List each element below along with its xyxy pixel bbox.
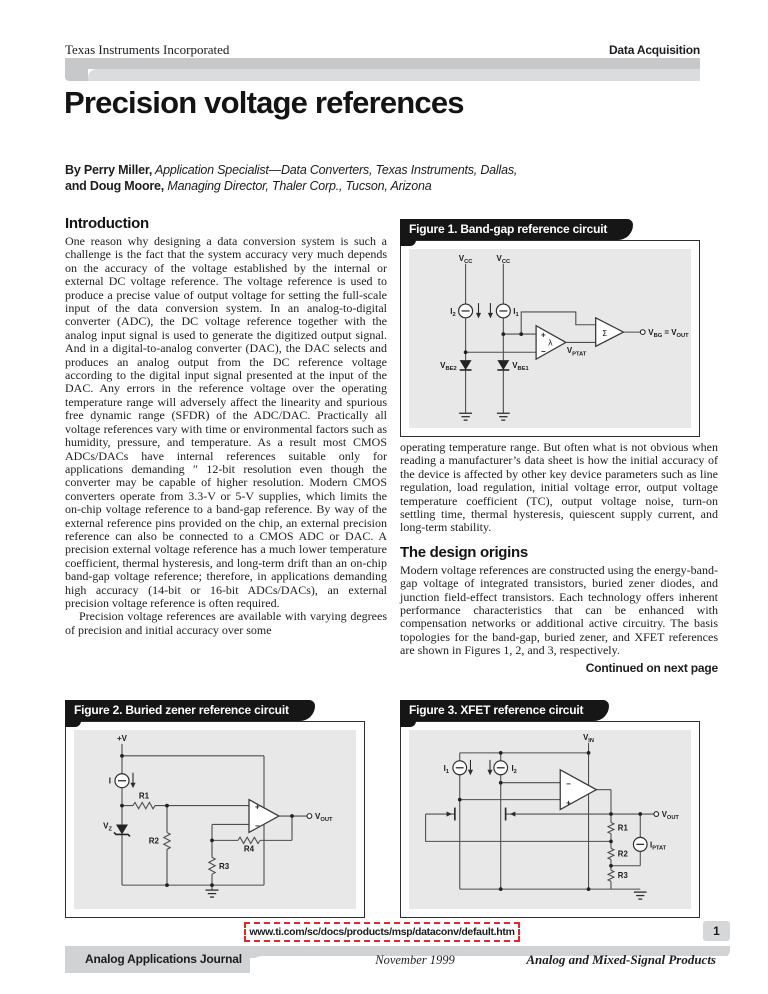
- header-rule-bar: [65, 58, 700, 69]
- output-terminal: [307, 814, 312, 819]
- intro-heading: Introduction: [65, 215, 149, 232]
- label-amp-plus: +: [541, 330, 546, 340]
- label-r3: R3: [617, 871, 628, 881]
- label-vbe1: $V_{BE1}$: [512, 361, 529, 373]
- fig2-wires: [122, 744, 307, 890]
- right-paragraph-1: operating temperature range. But often what is not obvious when reading a manufacturer’s data sheet is how the initial accuracy of the device is affected by other key device parameters such as line regulation, load regulation, initial voltage error, output voltage temperature coefficient (TC), output voltage noise, turn-on settling time, thermal hysteresis, quiescent supply current, and long-term stability.: [400, 440, 718, 535]
- ground-symbol: [206, 890, 219, 897]
- intro-paragraph-2: Precision voltage references are available with varying degrees of precision and initial accuracy over some: [65, 609, 387, 637]
- label-vout: $V_{OUT}$: [315, 812, 333, 824]
- figure-1-caption: Figure 1. Band-gap reference circuit: [400, 219, 633, 240]
- figure-3-panel: [409, 730, 691, 909]
- footer: [65, 946, 730, 973]
- author1-role: Application Specialist—Data Converters, Texas Instruments, Dallas,: [152, 163, 518, 177]
- output-terminal: [640, 330, 645, 335]
- label-vplus: +V: [117, 733, 127, 743]
- author1-name: By Perry Miller,: [65, 163, 153, 177]
- figure-1-panel: [409, 249, 691, 428]
- page-number: 1: [703, 921, 730, 941]
- current-source-i1-symbol: [453, 761, 467, 775]
- current-source-i2-symbol: [459, 304, 473, 318]
- current-arrow: [130, 773, 135, 788]
- label-vout: $V_{OUT}$: [661, 809, 679, 822]
- left-column: [65, 215, 387, 637]
- label-opamp-minus: −: [255, 821, 260, 831]
- label-vz: $V_Z$: [103, 821, 112, 833]
- label-i2: $I_2$: [450, 306, 456, 319]
- label-vin: $V_{IN}$: [583, 732, 594, 745]
- design-origins-heading: The design origins: [400, 543, 528, 561]
- label-lambda: λ: [548, 338, 553, 348]
- label-vbg-vout: $V_{BG} = V_{OUT}$: [648, 328, 689, 340]
- label-vbe2: $V_{BE2}$: [440, 361, 457, 373]
- article-title: Precision voltage references: [64, 85, 464, 120]
- label-r1: R1: [617, 823, 628, 833]
- diode-vbe1-symbol: [497, 360, 509, 370]
- label-r3: R3: [219, 862, 230, 872]
- figure-2: [65, 700, 365, 918]
- byline-line2: [65, 179, 665, 195]
- current-source-i-symbol: [115, 774, 129, 788]
- label-vptat: $V_{PTAT}$: [566, 346, 587, 358]
- current-source-iptat-symbol: [633, 837, 647, 851]
- label-r2: R2: [148, 836, 159, 846]
- xfet-circuit-diagram: [409, 730, 691, 909]
- label-r1: R1: [138, 791, 150, 801]
- label-i2: $I_2$: [511, 763, 517, 775]
- figure-2-panel: [74, 730, 356, 909]
- ground-symbols: [459, 413, 510, 420]
- label-opamp-plus: +: [566, 798, 571, 808]
- label-vcc-right: $V_{CC}$: [496, 253, 511, 265]
- figure-3: [400, 700, 700, 918]
- buried-zener-circuit-diagram: [74, 730, 356, 909]
- figure-1-frame: [400, 240, 700, 437]
- right-paragraph-2: Modern voltage references are constructed using the energy-band-gap voltage of integrated transistors, buried zener diodes, and junction field-effect transistors. Each technology offers inherent performance characteristics that can be enhanced with compensation networks or additional active circuitry. The basis topologies for the band-gap, buried zener, and XFET references are shown in Figures 1, 2, and 3, respectively.: [400, 562, 718, 658]
- label-i1: $I_1$: [443, 763, 450, 775]
- byline: [65, 163, 665, 194]
- diode-vbe2-symbol: [460, 360, 472, 370]
- section-label: Data Acquisition: [608, 43, 700, 57]
- current-arrows: [468, 760, 493, 775]
- label-r2: R2: [617, 849, 628, 859]
- current-arrows: [476, 303, 493, 318]
- publisher-name: Texas Instruments Incorporated: [65, 42, 230, 57]
- label-opamp-plus: +: [255, 802, 260, 812]
- header-rule-bar-light: [88, 69, 700, 81]
- label-amp-minus: −: [541, 347, 546, 357]
- label-i: I: [108, 776, 111, 786]
- author2-name: and Doug Moore,: [65, 178, 165, 193]
- label-vcc-left: $V_{CC}$: [458, 253, 473, 265]
- figure-3-frame: [400, 721, 700, 918]
- node-dots: [458, 751, 642, 891]
- document-url-link[interactable]: www.ti.com/sc/docs/products/msp/dataconv/default.htm: [244, 922, 520, 942]
- ground-symbol: [634, 892, 647, 899]
- journal-name: Analog Applications Journal: [85, 952, 242, 966]
- figure-1: [400, 219, 700, 437]
- issue-date: November 1999: [375, 953, 455, 967]
- label-sigma: Σ: [602, 329, 608, 339]
- intro-paragraph-1: One reason why designing a data conversion system is such a challenge is the fact that the system accuracy very much depends on the accuracy of the voltage established by the internal or external DC voltage reference. The voltage reference is used to produce a precise value of output voltage for setting the full-scale input of the data conversion system. In an analog-to-digital converter (ADC), the DC voltage reference together with the analog input signal is used to generate the digitized output signal. And in a digital-to-analog converter (DAC), the DAC selects and produces an analog output from the DC reference voltage according to the digital input signal presented at the input of the DAC. Any errors in the reference voltage over the operating temperature range will adversely affect the linearity and spurious free dynamic range (SFDR) of the ADC/DAC. Practically all voltage references vary with time or environmental factors such as humidity, pressure, and temperature. As a result most CMOS ADCs/DACs have internal references suitable only for applications demanding ″ 12-bit resolution even though the converter may be capable of higher resolution. Modern CMOS converters operate from 3.3-V or 5-V supplies, which limits the on-chip voltage reference to a band-gap reference. By way of the external reference pins provided on the chip, an external precision reference can also be connected to a CMOS ADC or DAC. A precision external voltage reference has a much lower temperature coefficient, thermal hysteresis, and long-term drift than an on-chip band-gap voltage reference; therefore, in applications demanding high accuracy (14-bit or 16-bit ADCs/DACs), an external precision voltage reference is often required.: [65, 234, 387, 610]
- current-source-i1-symbol: [496, 304, 510, 318]
- figure-2-frame: [65, 721, 365, 918]
- figure-2-caption: Figure 2. Buried zener reference circuit: [65, 700, 315, 721]
- label-i1: $I_1$: [513, 306, 519, 319]
- figure-3-caption: Figure 3. XFET reference circuit: [400, 700, 609, 721]
- current-source-i2-symbol: [494, 761, 508, 775]
- output-terminal: [654, 812, 659, 817]
- label-iptat: $I_{PTAT}$: [650, 840, 667, 852]
- node-dots: [464, 332, 523, 354]
- header-rule-tab: [65, 69, 88, 81]
- label-r4: R4: [243, 844, 255, 854]
- bandgap-circuit-diagram: [409, 249, 691, 428]
- author2-role: Managing Director, Thaler Corp., Tucson, Arizona: [164, 178, 432, 193]
- zener-diode-symbol: [114, 824, 130, 836]
- summer-symbol: [596, 318, 624, 347]
- product-line-name: Analog and Mixed-Signal Products: [526, 952, 716, 967]
- continued-note: Continued on next page: [585, 660, 718, 675]
- label-opamp-minus: −: [566, 779, 571, 789]
- byline-line1: [65, 163, 665, 179]
